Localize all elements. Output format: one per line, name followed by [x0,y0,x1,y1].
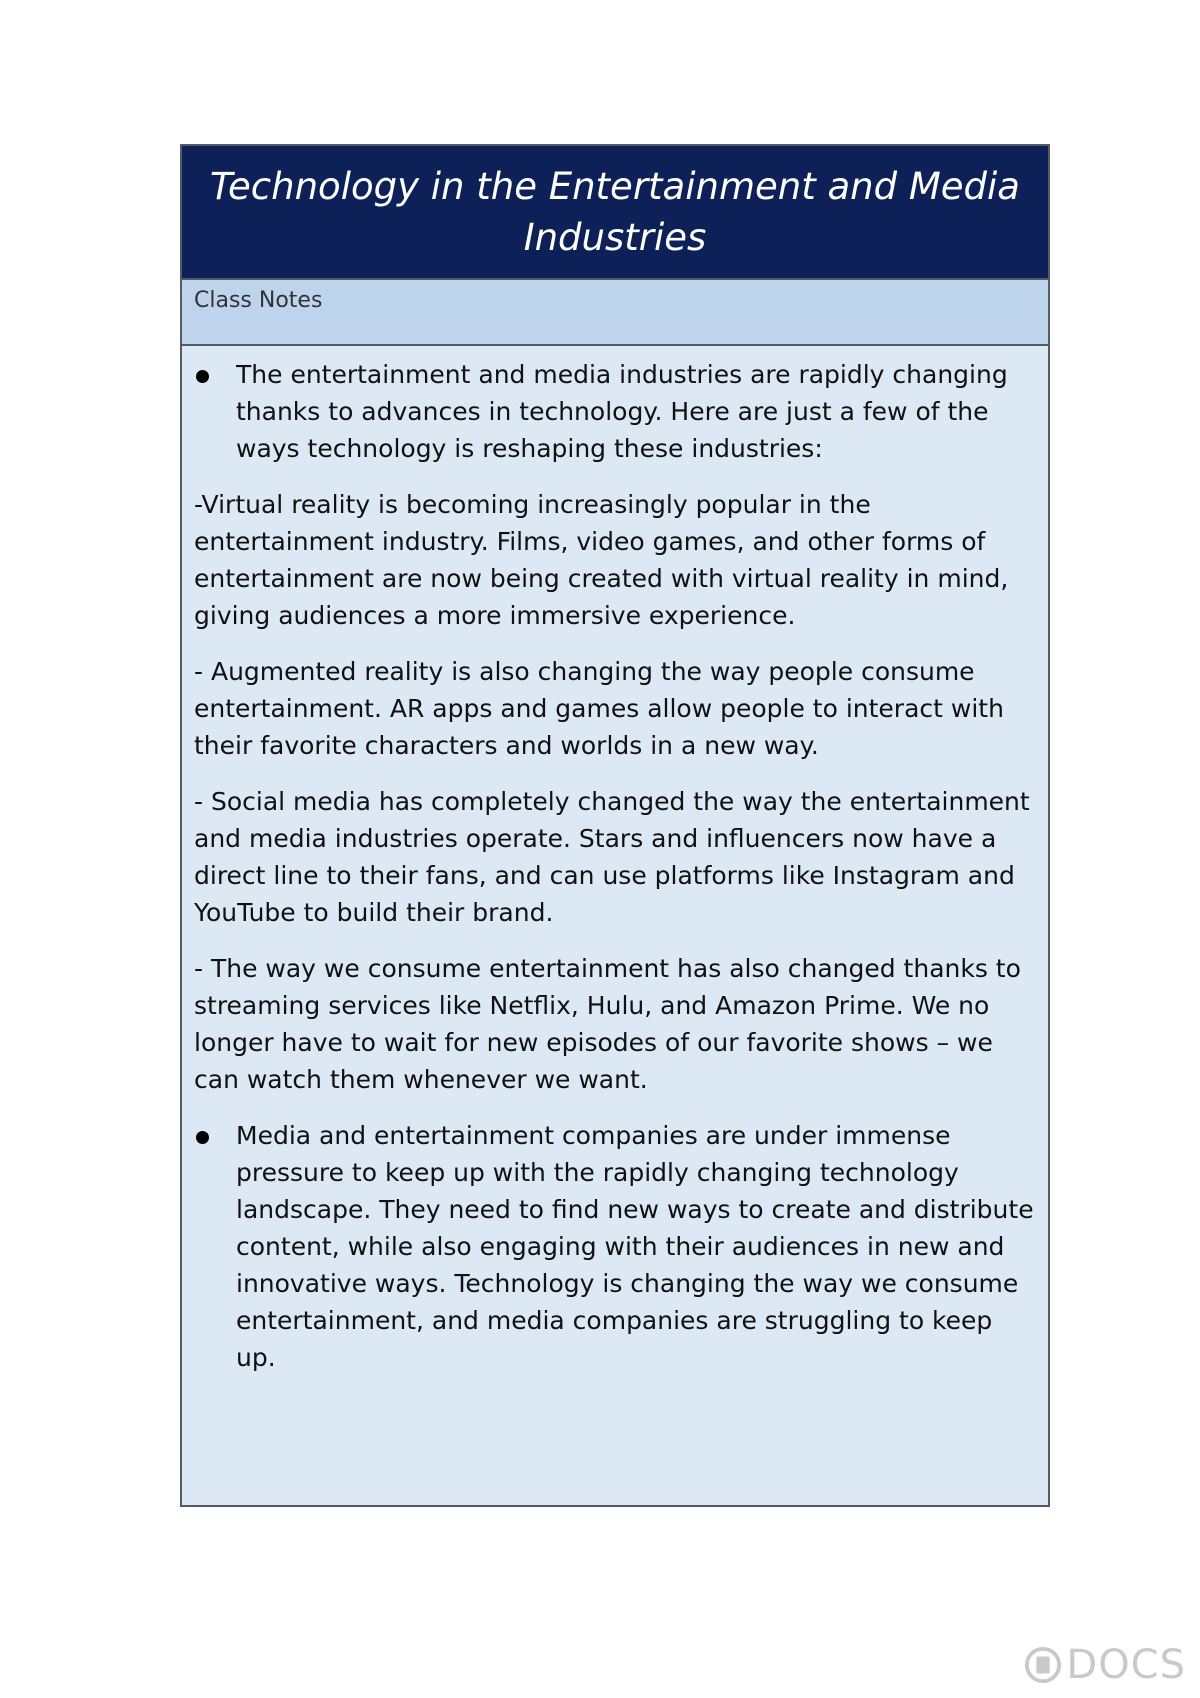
bullet-text: Media and entertainment companies are under immense pressure to keep up with the rapidly changing technology landscape. They need to find new ways to create and distribute content, while also engaging with their audiences in new and innovative ways. Technology is changing the way we consume entertainment, and media companies are struggling to keep up. [236,1121,1034,1372]
note-paragraph-augmented-reality: - Augmented reality is also changing the way people consume entertainment. AR apps and games allow people to interact with their favorite characters and worlds in a new way. [194,657,1004,760]
bullet-item [194,1117,1036,1376]
bullet-icon [194,356,236,467]
note-paragraph-streaming: - The way we consume entertainment has also changed thanks to streaming services like Netflix, Hulu, and Amazon Prime. We no longer have to wait for new episodes of our favorite shows – we can watch them whenever we want. [194,954,1021,1094]
watermark-text: DOCS [1066,1642,1186,1688]
document-title: Technology in the Entertainment and Media Industries [210,165,1020,259]
docs-logo-icon [1024,1646,1062,1684]
title-bar [182,146,1048,280]
bullet-text: The entertainment and media industries are rapidly changing thanks to advances in technology. Here are just a few of the ways technology is reshaping these industries: [236,360,1008,463]
notes-card [180,144,1050,1507]
note-paragraph-social-media: - Social media has completely changed the way the entertainment and media industries operate. Stars and influencers now have a direct line to their fans, and can use platforms like Instagram and YouTube to build their brand. [194,787,1030,927]
bullet-icon [194,1117,236,1376]
note-paragraph-virtual-reality: -Virtual reality is becoming increasingly popular in the entertainment industry. Films, video games, and other forms of entertainment are now being created with virtual reality in mind, giving audiences a more immersive experience. [194,490,1009,630]
docs-watermark [1024,1642,1186,1688]
bullet-item [194,356,1036,467]
subheader-bar [182,280,1048,346]
subheader-label: Class Notes [194,288,323,313]
notes-content [182,346,1048,1505]
